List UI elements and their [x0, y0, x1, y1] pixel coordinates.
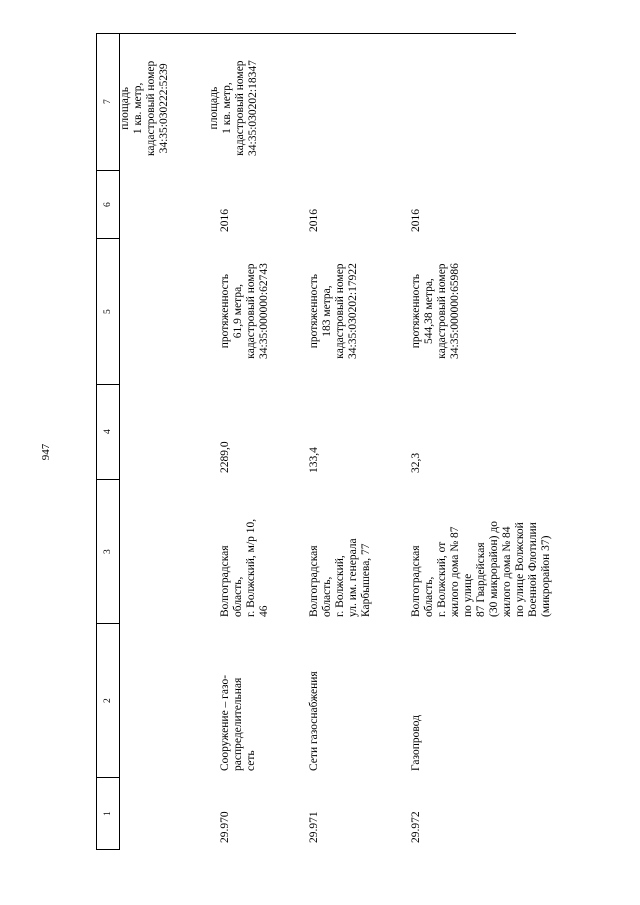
column-number: 1 [103, 811, 113, 816]
note-line: 1 кв. метр, [221, 82, 233, 134]
book-value-line: 32,3 [410, 452, 422, 473]
year [410, 209, 423, 232]
object-name-line: Сооружение – газо- [219, 674, 231, 771]
object-name-line: Газопровод [410, 715, 422, 771]
object-name-line: Сети газоснабжения [308, 671, 320, 771]
object-address-line: область, [321, 576, 333, 617]
column-number: 6 [103, 202, 113, 207]
object-characteristics-line: 183 метра, [321, 285, 333, 337]
object-characteristics-line: протяженность [308, 273, 320, 349]
table-border-bottom [96, 849, 120, 850]
note-line: 34:35:030222:5239 [158, 62, 170, 153]
note-line: 1 кв. метр, [132, 82, 144, 134]
table-border-top [96, 33, 516, 34]
row-number-line: 29.970 [219, 811, 231, 843]
object-characteristics-line: кадастровый номер [245, 263, 257, 359]
object-address-line: (микрорайон 37) [540, 535, 552, 617]
object-characteristics-line: 61,9 метра, [232, 283, 244, 339]
year [308, 209, 321, 232]
object-characteristics-line: протяженность [219, 273, 231, 349]
note-line: 34:35:030202:18347 [247, 60, 259, 156]
note-line: кадастровый номер [234, 60, 246, 156]
column-number: 3 [103, 549, 113, 554]
object-address-line: 87 Гвардейская [475, 542, 487, 617]
object-address-line: г. Волжский, [334, 555, 346, 617]
object-address-line: 46 [258, 605, 270, 617]
object-address-line: г. Волжский, м/р 10, [245, 518, 257, 617]
object-address-line: по улице [462, 573, 474, 617]
year [219, 209, 232, 232]
column-number: 4 [103, 429, 113, 434]
book-value [308, 447, 321, 473]
object-characteristics-line: 34:35:000000:62743 [258, 263, 270, 359]
object-address-line: жилого дома № 87 [449, 526, 461, 617]
object-characteristics-line: кадастровый номер [436, 263, 448, 359]
object-address-line: по улице Волжской [514, 522, 526, 617]
book-value [219, 441, 232, 473]
object-address-line: область, [423, 576, 435, 617]
object-address [308, 538, 373, 617]
row-number-line: 29.971 [308, 811, 320, 843]
object-name [410, 715, 423, 771]
object-characteristics-line: 34:35:030202:17922 [347, 263, 359, 359]
object-address-line: область, [232, 576, 244, 617]
column-number: 7 [103, 99, 113, 104]
header-separator [96, 479, 120, 480]
book-value-line: 133,4 [308, 447, 320, 473]
book-value-line: 2289,0 [219, 441, 231, 473]
note-line: площадь [208, 86, 220, 130]
note-line: кадастровый номер [145, 60, 157, 156]
object-address-line: (30 микрорайон) до [488, 521, 500, 617]
object-characteristics [219, 263, 271, 359]
object-address [410, 521, 553, 617]
book-value [410, 453, 423, 473]
object-characteristics-line: 544,38 метра, [423, 278, 435, 344]
object-address-line: Волгоградская [410, 545, 422, 617]
object-address-line: жилого дома № 84 [501, 526, 513, 617]
registry-table [96, 33, 552, 850]
header-separator [96, 238, 120, 239]
object-name-line: распределительная [232, 677, 244, 771]
object-name-line: сеть [245, 750, 257, 771]
note [119, 60, 171, 155]
object-address-line: Военной Флотилии [527, 522, 539, 617]
column-number: 5 [103, 309, 113, 314]
note-line: площадь [119, 86, 131, 130]
object-address-line: ул. им. генерала [347, 538, 359, 617]
row-number [219, 811, 232, 843]
year-line: 2016 [219, 209, 231, 232]
object-address [219, 519, 271, 617]
object-name [308, 671, 321, 771]
row-number [410, 811, 423, 843]
object-characteristics-line: кадастровый номер [334, 263, 346, 359]
page-number: 947 [40, 443, 52, 461]
object-characteristics-line: 34:35:000000:65986 [449, 263, 461, 359]
header-separator [96, 170, 120, 171]
row-number-line: 29.972 [410, 811, 422, 843]
object-characteristics-line: протяженность [410, 273, 422, 349]
header-separator [96, 777, 120, 778]
object-characteristics [308, 263, 360, 359]
header-separator [96, 384, 120, 385]
row-number [308, 811, 321, 843]
object-address-line: Волгоградская [308, 545, 320, 617]
header-border-left [96, 33, 97, 850]
header-separator [96, 623, 120, 624]
object-address-line: Волгоградская [219, 545, 231, 617]
object-name [219, 675, 258, 771]
column-number: 2 [103, 698, 113, 703]
note [208, 60, 260, 156]
object-address-line: г. Волжский, от [436, 541, 448, 617]
year-line: 2016 [410, 209, 422, 232]
object-characteristics [410, 263, 462, 359]
object-address-line: Карбышева, 77 [360, 543, 372, 617]
year-line: 2016 [308, 209, 320, 232]
